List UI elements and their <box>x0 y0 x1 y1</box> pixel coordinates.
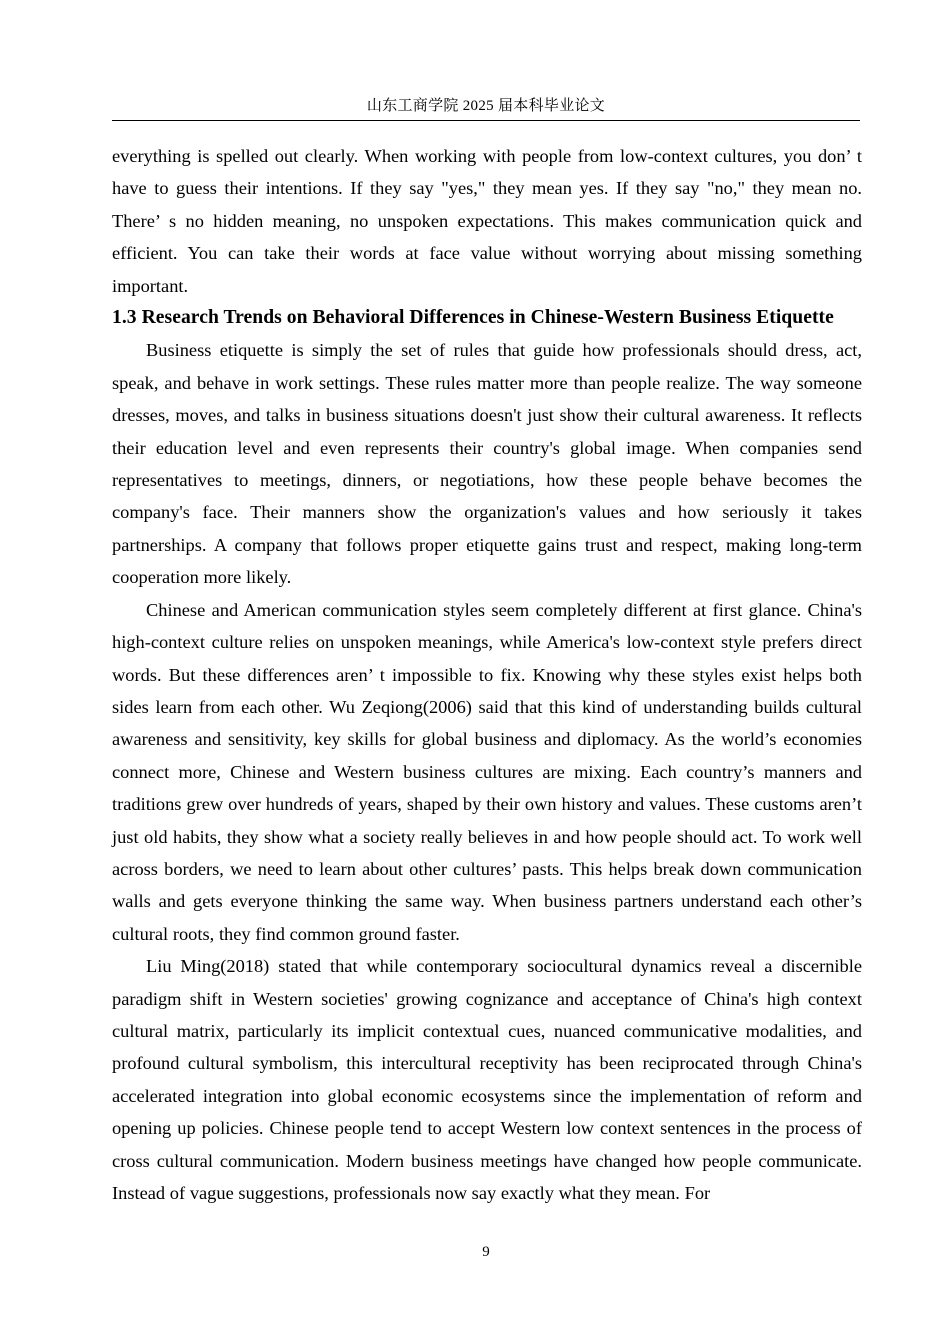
paragraph-business-etiquette: Business etiquette is simply the set of rules that guide how professionals should dress, act, speak, and behave in work settings. These rules matter more than people realize. The way someone dresses, moves, and talks in business situations doesn't just show their cultural awareness. It reflects their education level and even represents their country's global image. When companies send representatives to meetings, dinners, or negotiations, how these people behave becomes the company's face. Their manners show the organization's values and how seriously it takes partnerships. A company that follows proper etiquette gains trust and respect, making long-term cooperation more likely. <box>112 340 862 588</box>
page-number: 9 <box>482 1244 490 1260</box>
paragraph-continued: everything is spelled out clearly. When working with people from low-context cultures, you don’ t have to guess their intentions. If they say "yes," they mean yes. If they say "no," they mean no. There’ s no hidden meaning, no unspoken expectations. This makes communication quick and efficient. You can take their words at face value without worrying about missing something important. <box>112 146 862 296</box>
section-heading-1-3: 1.3 Research Trends on Behavioral Differences in Chinese-Western Business Etiquette <box>112 307 834 329</box>
running-header-title: 山东工商学院 2025 届本科毕业论文 <box>366 98 606 114</box>
paragraph-communication-styles: Chinese and American communication styles seem completely different at first glance. China's high-context culture relies on unspoken meanings, while America's low-context style prefers direct words. But these differences aren’ t impossible to fix. Knowing why these styles exist helps both sides learn from each other. Wu Zeqiong(2006) said that this kind of understanding builds cultural awareness and sensitivity, key skills for global business and diplomacy. As the world’s economies connect more, Chinese and Western business cultures are mixing. Each country’s manners and traditions grew over hundreds of years, shaped by their own history and values. These customs aren’t just old habits, they show what a society really believes in and how people should act. To work well across borders, we need to learn about other cultures’ pasts. This helps break down communication walls and gets everyone thinking the same way. When business partners understand each other’s cultural roots, they find common ground faster. <box>112 599 862 944</box>
paragraph-liu-ming: Liu Ming(2018) stated that while contemporary sociocultural dynamics reveal a discernible paradigm shift in Western societies' growing cognizance and acceptance of China's high context cultural matrix, particularly its implicit contextual cues, nuanced communicative modalities, and profound cultural symbolism, this intercultural receptivity has been reciprocated through China's accelerated integration into global economic ecosystems since the implementation of reform and opening up policies. Chinese people tend to accept Western low context sentences in the process of cross cultural communication. Modern business meetings have changed how people communicate. Instead of vague suggestions, professionals now say exactly what they mean. For <box>112 956 862 1203</box>
running-header <box>112 96 860 116</box>
page-body-content <box>112 140 862 1209</box>
header-divider-rule <box>112 120 860 121</box>
